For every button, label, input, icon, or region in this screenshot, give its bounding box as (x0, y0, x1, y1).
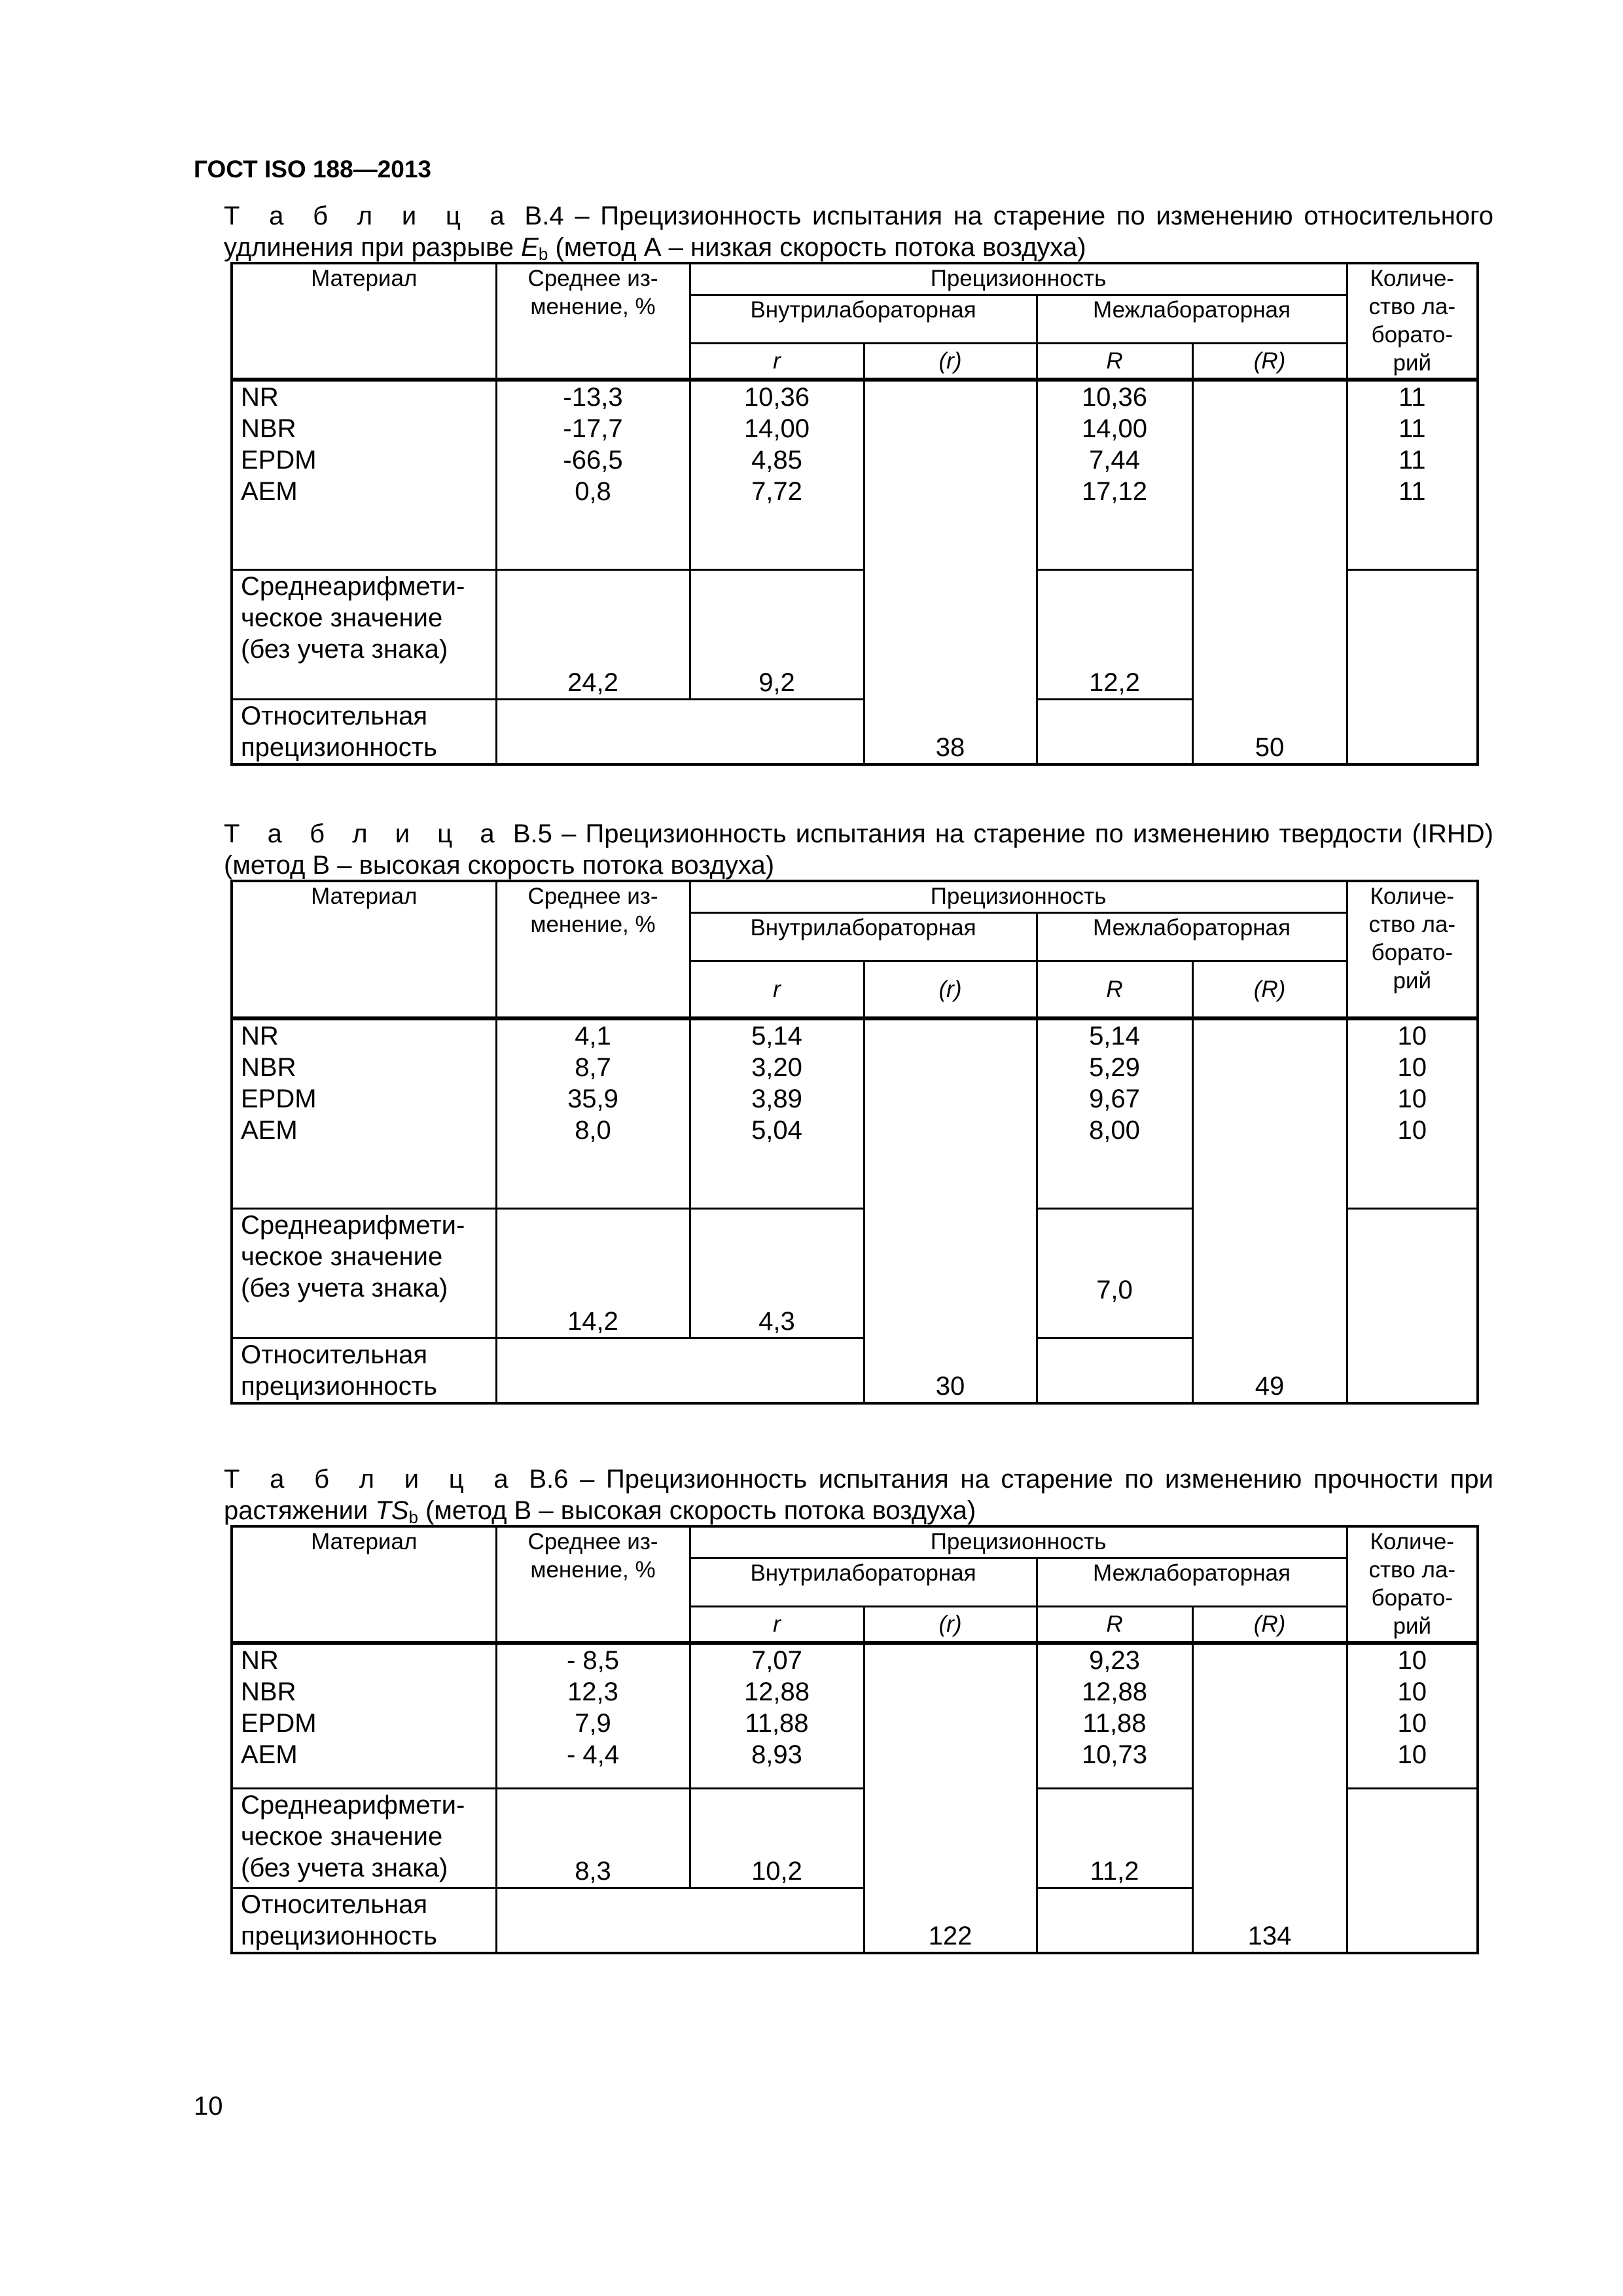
average-mean: 24,2 (496, 569, 690, 699)
r-column (690, 1643, 864, 1788)
r-relative-value: 122 (864, 1643, 1037, 1953)
material-column (232, 1018, 496, 1208)
header-interlab: Межлабораторная (1037, 1558, 1347, 1606)
header-precision: Прецизионность (690, 1526, 1347, 1558)
R-value: 7,44 (1089, 446, 1140, 475)
header-mean-change: Среднее из-менение, % (496, 881, 690, 1018)
empty-cell (496, 699, 864, 764)
header-r-relative: (r) (864, 1606, 1037, 1643)
mean-value: 8,0 (575, 1116, 611, 1145)
r-value: 10,36 (743, 383, 810, 412)
material-name: AEM (241, 1740, 298, 1769)
labs-value: 10 (1397, 1116, 1427, 1145)
material-name: NBR (241, 1677, 296, 1706)
average-label: Среднеарифмети-ческое значение (без учета знака) (232, 1788, 496, 1888)
average-label: Среднеарифмети-ческое значение (без учета знака) (232, 1208, 496, 1338)
table-b4-caption (224, 200, 1493, 263)
table-caption-symbol-sub: b (538, 244, 548, 264)
labs-value: 10 (1397, 1085, 1427, 1113)
mean-value: 0,8 (575, 477, 611, 506)
R-value: 5,29 (1089, 1053, 1140, 1082)
header-labs: Количе-ство ла-борато-рий (1347, 1526, 1478, 1643)
table-caption-number: В.4 (524, 202, 564, 230)
labs-value: 11 (1399, 383, 1426, 412)
page-header: ГОСТ ISO 188—2013 (194, 156, 432, 183)
R-value: 9,23 (1089, 1646, 1140, 1675)
material-name: NR (241, 383, 279, 412)
mean-column (496, 1643, 690, 1788)
average-r: 4,3 (690, 1208, 864, 1338)
R-relative-value: 49 (1192, 1018, 1347, 1403)
r-column (690, 1018, 864, 1208)
table-caption-number: В.5 (512, 819, 552, 848)
material-name: NR (241, 1646, 279, 1675)
table-b4 (230, 262, 1479, 766)
r-value: 7,07 (751, 1646, 802, 1675)
R-column (1037, 1643, 1192, 1788)
r-value: 4,85 (751, 446, 802, 475)
labs-value: 10 (1397, 1740, 1427, 1769)
labs-empty-cell (1347, 1788, 1478, 1953)
header-interlab: Межлабораторная (1037, 912, 1347, 961)
R-value: 9,67 (1089, 1085, 1140, 1113)
r-value: 5,04 (751, 1116, 802, 1145)
empty-cell (1037, 1338, 1192, 1403)
relative-precision-label: Относительная прецизионность (232, 699, 496, 764)
header-interlab: Межлабораторная (1037, 295, 1347, 343)
R-value: 5,14 (1089, 1022, 1140, 1050)
header-R: R (1037, 343, 1192, 380)
mean-value: - 4,4 (566, 1740, 620, 1769)
mean-value: 12,3 (567, 1677, 618, 1706)
r-value: 3,20 (751, 1053, 802, 1082)
empty-cell (496, 1338, 864, 1403)
empty-cell (496, 1888, 864, 1953)
material-column (232, 1643, 496, 1788)
average-R: 7,0 (1037, 1208, 1192, 1338)
material-name: AEM (241, 477, 298, 506)
r-value: 12,88 (743, 1677, 810, 1706)
header-r-relative: (r) (864, 343, 1037, 380)
table-caption-symbol: TS (375, 1496, 409, 1525)
relative-precision-label: Относительная прецизионность (232, 1338, 496, 1403)
labs-column (1347, 1643, 1478, 1788)
header-R-relative: (R) (1192, 343, 1347, 380)
r-value: 11,88 (745, 1709, 809, 1738)
r-value: 5,14 (751, 1022, 802, 1050)
mean-value: - 8,5 (566, 1646, 620, 1675)
header-material: Материал (232, 881, 496, 1018)
mean-value: -13,3 (563, 383, 623, 412)
material-name: NBR (241, 414, 296, 443)
labs-column (1347, 1018, 1478, 1208)
r-column (690, 380, 864, 569)
r-relative-value: 38 (864, 380, 1037, 764)
mean-value: 7,9 (575, 1709, 611, 1738)
table-caption-text: – Прецизионность испытания на старение по изменению прочности при растяжении (224, 1465, 1493, 1525)
mean-column (496, 380, 690, 569)
table-b5 (230, 880, 1479, 1405)
table-caption-tail: (метод А – низкая скорость потока воздуха) (555, 233, 1086, 262)
labs-empty-cell (1347, 569, 1478, 764)
header-r: r (690, 961, 864, 1018)
header-labs: Количе-ство ла-борато-рий (1347, 263, 1478, 380)
r-relative-value: 30 (864, 1018, 1037, 1403)
header-r: r (690, 343, 864, 380)
r-value: 7,72 (751, 477, 802, 506)
table-caption-symbol: E (521, 233, 539, 262)
relative-precision-label: Относительная прецизионность (232, 1888, 496, 1953)
table-b6 (230, 1525, 1479, 1954)
R-value: 14,00 (1081, 414, 1148, 443)
header-r-relative: (r) (864, 961, 1037, 1018)
header-intralab: Внутрилабораторная (690, 295, 1037, 343)
labs-value: 10 (1397, 1053, 1427, 1082)
mean-value: 35,9 (567, 1085, 618, 1113)
header-labs: Количе-ство ла-борато-рий (1347, 881, 1478, 1018)
header-R: R (1037, 961, 1192, 1018)
header-mean-change: Среднее из-менение, % (496, 1526, 690, 1643)
material-name: NR (241, 1022, 279, 1050)
table-caption-tail: (метод В – высокая скорость потока воздуха) (425, 1496, 976, 1525)
labs-value: 10 (1397, 1709, 1427, 1738)
average-R: 12,2 (1037, 569, 1192, 699)
header-intralab: Внутрилабораторная (690, 1558, 1037, 1606)
table-b5-caption (224, 818, 1493, 881)
table-b6-caption (224, 1463, 1493, 1526)
average-mean: 8,3 (496, 1788, 690, 1888)
R-relative-value: 134 (1192, 1643, 1347, 1953)
labs-value: 11 (1399, 446, 1426, 475)
labs-value: 11 (1399, 477, 1426, 506)
average-label: Среднеарифмети-ческое значение (без учета знака) (232, 569, 496, 699)
R-relative-value: 50 (1192, 380, 1347, 764)
r-value: 3,89 (751, 1085, 802, 1113)
labs-value: 10 (1397, 1646, 1427, 1675)
labs-empty-cell (1347, 1208, 1478, 1403)
labs-value: 11 (1399, 414, 1426, 443)
material-column (232, 380, 496, 569)
R-value: 10,36 (1081, 383, 1148, 412)
average-mean: 14,2 (496, 1208, 690, 1338)
empty-cell (1037, 1888, 1192, 1953)
header-r: r (690, 1606, 864, 1643)
header-R-relative: (R) (1192, 1606, 1347, 1643)
mean-column (496, 1018, 690, 1208)
table-caption-label: Т а б л и ц а (224, 819, 504, 848)
header-R-relative: (R) (1192, 961, 1347, 1018)
R-value: 11,88 (1082, 1709, 1147, 1738)
material-name: AEM (241, 1116, 298, 1145)
material-name: EPDM (241, 446, 317, 475)
R-value: 8,00 (1089, 1116, 1140, 1145)
table-caption-label: Т а б л и ц а (224, 1465, 518, 1494)
table-caption-text: – Прецизионность испытания на старение по изменению относительного удлинения при разрыве (224, 202, 1493, 262)
R-value: 10,73 (1081, 1740, 1148, 1769)
table-caption-text: – Прецизионность испытания на старение по изменению твердости (IRHD) (метод В – высокая скорость потока воздуха) (224, 819, 1493, 880)
labs-value: 10 (1397, 1677, 1427, 1706)
header-intralab: Внутрилабораторная (690, 912, 1037, 961)
average-r: 10,2 (690, 1788, 864, 1888)
page-number: 10 (194, 2092, 223, 2121)
mean-value: 4,1 (575, 1022, 611, 1050)
average-R: 11,2 (1037, 1788, 1192, 1888)
header-R: R (1037, 1606, 1192, 1643)
table-caption-number: В.6 (529, 1465, 569, 1494)
material-name: EPDM (241, 1085, 317, 1113)
mean-value: -66,5 (563, 446, 623, 475)
header-precision: Прецизионность (690, 881, 1347, 912)
header-mean-change: Среднее из-менение, % (496, 263, 690, 380)
mean-value: 8,7 (575, 1053, 611, 1082)
r-value: 14,00 (743, 414, 810, 443)
R-column (1037, 380, 1192, 569)
R-value: 17,12 (1081, 477, 1148, 506)
R-column (1037, 1018, 1192, 1208)
labs-value: 10 (1397, 1022, 1427, 1050)
r-value: 8,93 (751, 1740, 802, 1769)
header-material: Материал (232, 1526, 496, 1643)
mean-value: -17,7 (563, 414, 623, 443)
material-name: NBR (241, 1053, 296, 1082)
header-material: Материал (232, 263, 496, 380)
average-r: 9,2 (690, 569, 864, 699)
labs-column (1347, 380, 1478, 569)
R-value: 12,88 (1081, 1677, 1148, 1706)
table-caption-label: Т а б л и ц а (224, 202, 514, 230)
material-name: EPDM (241, 1709, 317, 1738)
empty-cell (1037, 699, 1192, 764)
table-caption-symbol-sub: b (408, 1507, 418, 1527)
header-precision: Прецизионность (690, 263, 1347, 295)
